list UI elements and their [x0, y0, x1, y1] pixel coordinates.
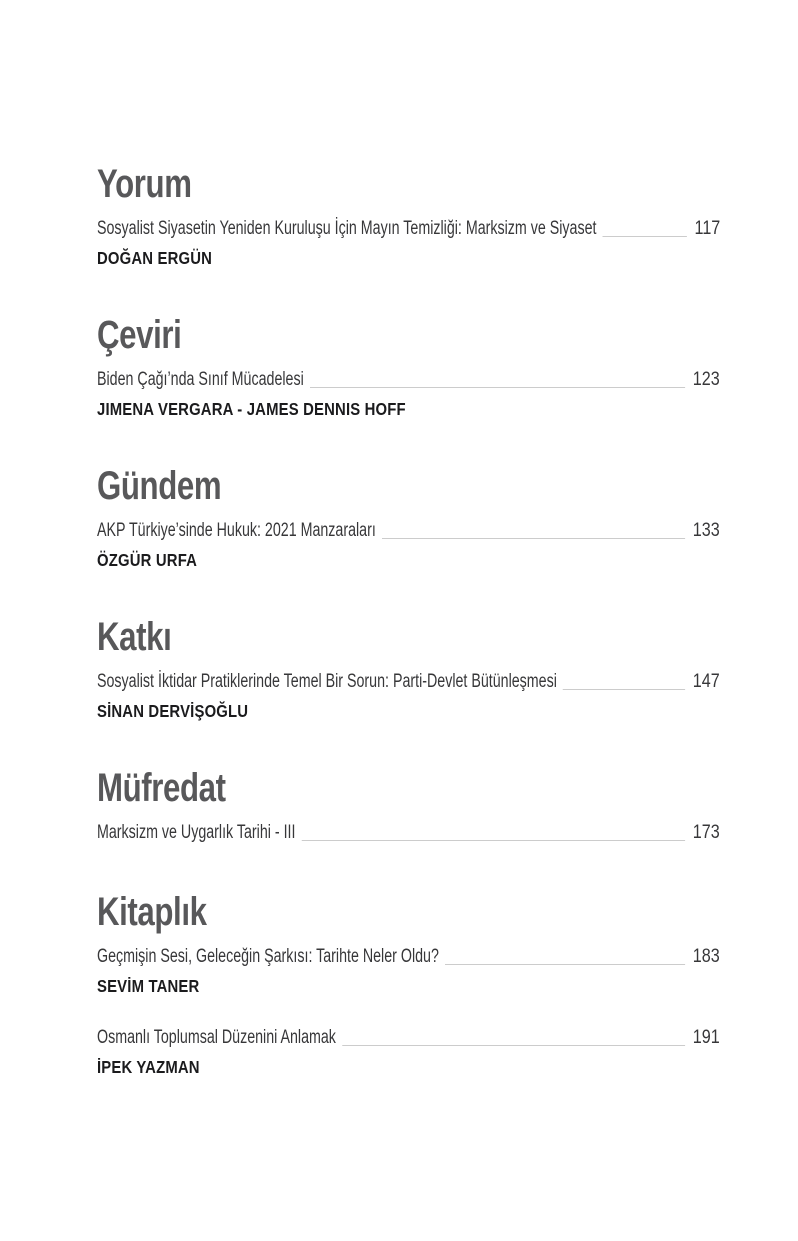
- section-heading-text: Kitaplık: [97, 890, 207, 934]
- entry-authors: [97, 549, 720, 571]
- toc-section-mufredat: [97, 766, 720, 846]
- entry-page-number: 191: [685, 1025, 720, 1050]
- section-heading: [97, 313, 720, 357]
- toc-entry-row: [97, 820, 720, 846]
- toc-entry-row: [97, 944, 720, 970]
- entry-title: Marksizm ve Uygarlık Tarihi - III: [97, 820, 301, 845]
- toc-entry: [97, 367, 720, 420]
- section-heading: [97, 464, 720, 508]
- section-heading: [97, 890, 720, 934]
- entry-page-number: 183: [685, 944, 720, 969]
- entry-authors-text: DOĞAN ERGÜN: [97, 248, 213, 268]
- toc-section-katki: [97, 615, 720, 722]
- entry-authors: [97, 1056, 720, 1078]
- entry-authors: [97, 247, 720, 269]
- section-heading: [97, 162, 720, 206]
- toc-entry-row: [97, 1025, 720, 1051]
- entry-title: Geçmişin Sesi, Geleceğin Şarkısı: Tarihte Neler Oldu?: [97, 944, 445, 969]
- section-heading-text: Gündem: [97, 464, 222, 508]
- toc-entry: [97, 216, 720, 269]
- section-heading-text: Katkı: [97, 615, 172, 659]
- entry-authors: [97, 398, 720, 420]
- section-heading: [97, 615, 720, 659]
- toc-entry: [97, 944, 720, 997]
- entry-title: Biden Çağı’nda Sınıf Mücadelesi: [97, 367, 310, 392]
- section-heading: [97, 766, 720, 810]
- entry-title: AKP Türkiye’sinde Hukuk: 2021 Manzaraları: [97, 518, 382, 543]
- entry-authors-text: SİNAN DERVİŞOĞLU: [97, 701, 249, 721]
- entry-title: Sosyalist Siyasetin Yeniden Kuruluşu İçin Mayın Temizliği: Marksizm ve Siyaset: [97, 216, 603, 241]
- entry-title: Osmanlı Toplumsal Düzenini Anlamak: [97, 1025, 342, 1050]
- toc-entry-row: [97, 367, 720, 393]
- entry-page-number: 123: [685, 367, 720, 392]
- toc-section-ceviri: [97, 313, 720, 420]
- toc-section-yorum: [97, 162, 720, 269]
- entry-page-number: 147: [685, 669, 720, 694]
- entry-authors-text: ÖZGÜR URFA: [97, 550, 198, 570]
- toc-entry-row: [97, 669, 720, 695]
- entry-authors: [97, 975, 720, 997]
- entry-title: Sosyalist İktidar Pratiklerinde Temel Bir Sorun: Parti-Devlet Bütünleşmesi: [97, 669, 563, 694]
- toc-entry: [97, 669, 720, 722]
- toc-entry-row: [97, 216, 720, 242]
- toc-section-kitaplik: [97, 890, 720, 1078]
- section-heading-text: Yorum: [97, 162, 192, 206]
- section-heading-text: Müfredat: [97, 766, 226, 810]
- toc-section-gundem: [97, 464, 720, 571]
- entry-page-number: 173: [685, 820, 720, 845]
- toc-entry: [97, 518, 720, 571]
- entry-page-number: 117: [687, 216, 720, 241]
- entry-authors-text: İPEK YAZMAN: [97, 1057, 200, 1077]
- section-heading-text: Çeviri: [97, 313, 182, 357]
- entry-authors-text: JIMENA VERGARA - JAMES DENNIS HOFF: [97, 399, 406, 419]
- toc-entry: [97, 1025, 720, 1078]
- toc-entry-row: [97, 518, 720, 544]
- toc-entry: [97, 820, 720, 846]
- entry-page-number: 133: [685, 518, 720, 543]
- entry-authors: [97, 700, 720, 722]
- entry-authors-text: SEVİM TANER: [97, 976, 200, 996]
